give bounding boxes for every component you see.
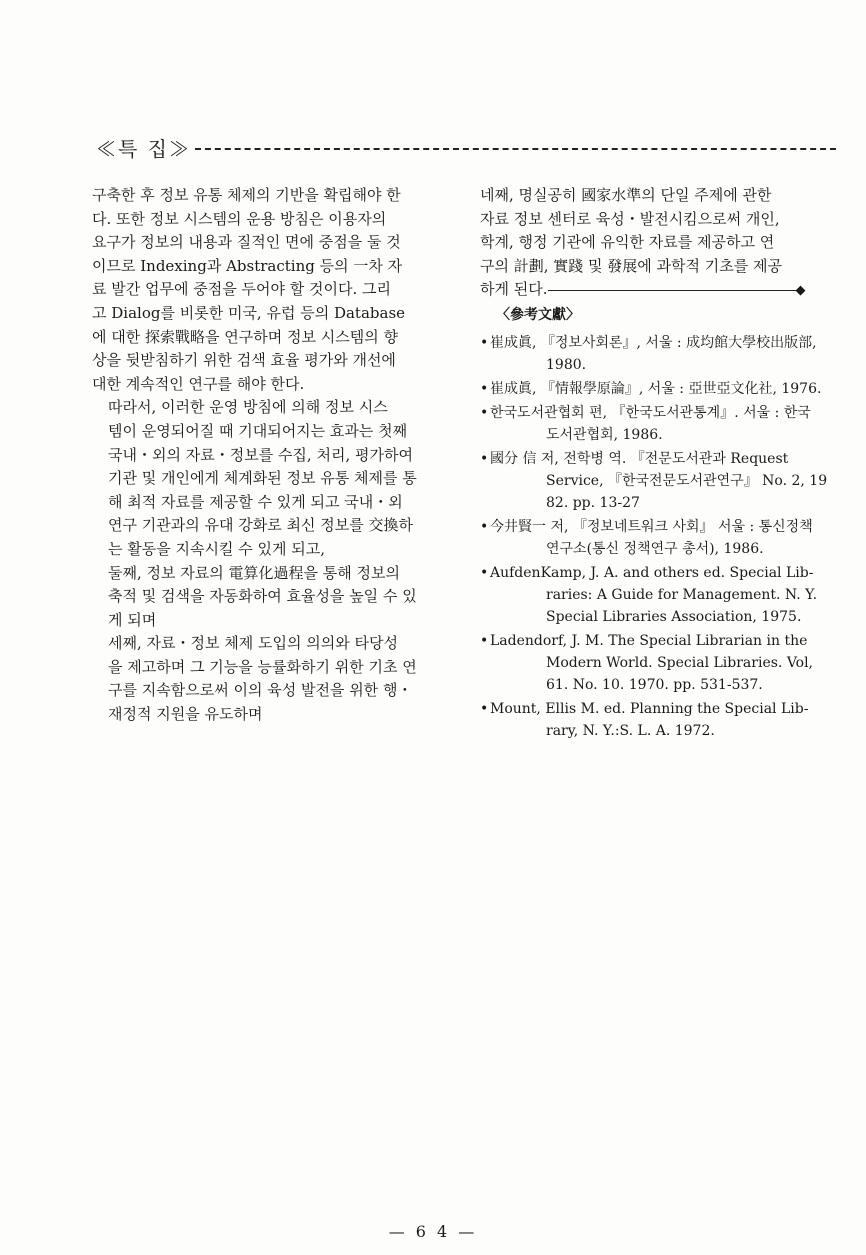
reference-line: 한국도서관협회 편, 『한국도서관통계』. 서울 : 한국 [490, 404, 811, 421]
text-line: 에 대한 探索戰略을 연구하며 정보 시스템의 향 [92, 327, 398, 346]
text-line: 둘째, 정보 자료의 電算化過程을 통해 정보의 [108, 563, 400, 582]
references-title: 〈參考文獻〉 [496, 307, 580, 324]
text-line: 축적 및 검색을 자동화하여 효율성을 높일 수 있 [108, 587, 417, 606]
reference-item [480, 448, 832, 514]
reference-line: 61. No. 10. 1970. pp. 531-537. [546, 676, 763, 693]
reference-line: 82. pp. 13-27 [546, 494, 640, 511]
end-rule-line [548, 290, 798, 291]
bullet-icon: • [480, 564, 489, 581]
text-line: 료 발간 업무에 중점을 두어야 할 것이다. 그리 [92, 280, 391, 299]
body-paragraph [92, 562, 452, 633]
end-mark-icon: ◆ [795, 282, 806, 298]
reference-line: rary, N. Y.:S. L. A. 1972. [546, 722, 715, 739]
bullet-icon: • [480, 518, 489, 535]
text-line: 네째, 명실공히 國家水準의 단일 주제에 관한 [480, 186, 772, 204]
reference-line: 今井賢一 저, 『정보네트워크 사회』 서울 : 통신정책 [490, 518, 813, 535]
reference-item [480, 332, 832, 376]
text-line: 연구 기관과의 유대 강화로 최신 정보를 交換하 [108, 516, 413, 535]
header-dashed-rule [195, 148, 836, 150]
text-line: 는 활동을 지속시킬 수 있게 되고, [108, 539, 325, 558]
text-line: 하게 된다. [480, 280, 548, 299]
reference-item [480, 516, 832, 560]
text-line: 구축한 후 정보 유통 체제의 기반을 확립해야 한 [92, 186, 401, 204]
reference-line: Special Libraries Association, 1975. [546, 608, 802, 625]
reference-line: raries: A Guide for Management. N. Y. [546, 586, 818, 603]
reference-item [480, 698, 832, 742]
bullet-icon: • [480, 380, 489, 397]
text-line: 다. 또한 정보 시스템의 운용 방침은 이용자의 [92, 209, 387, 228]
body-paragraph [92, 632, 452, 726]
text-line: 기관 및 개인에게 체계화된 정보 유통 체제를 통 [108, 469, 417, 488]
reference-item [480, 378, 832, 400]
text-line: 자료 정보 센터로 육성・발전시킴으로써 개인, [480, 209, 780, 228]
text-line: 대한 계속적인 연구를 해야 한다. [92, 374, 305, 393]
reference-line: AufdenKamp, J. A. and others ed. Special Lib- [490, 564, 814, 581]
text-line: 구의 計劃, 實踐 및 發展에 과학적 기초를 제공 [480, 256, 783, 275]
reference-item [480, 630, 832, 696]
text-line: 고 Dialog를 비롯한 미국, 유럽 등의 Database [92, 303, 406, 322]
left-column [92, 184, 452, 727]
text-line: 학계, 행정 기관에 유익한 자료를 제공하고 연 [480, 233, 775, 252]
reference-line: 崔成眞, 『정보사회론』, 서울 : 成均館大學校出版部, [490, 334, 817, 351]
body-paragraph [92, 184, 452, 396]
right-column [480, 184, 832, 744]
text-line: 을 제고하며 그 기능을 능률화하기 위한 기초 연 [108, 657, 417, 676]
reference-line: 國分 信 저, 전학병 역. 『전문도서관과 Request [490, 450, 789, 467]
bullet-icon: • [480, 404, 489, 421]
reference-line: 연구소(통신 정책연구 총서), 1986. [546, 540, 764, 557]
reference-line: Mount, Ellis M. ed. Planning the Special Lib- [490, 700, 809, 717]
text-line: 해 최적 자료를 제공할 수 있게 되고 국내・외 [108, 492, 403, 511]
closing-paragraph [480, 184, 832, 302]
reference-item [480, 562, 832, 628]
reference-line: Service, 『한국전문도서관연구』 No. 2, 19 [546, 472, 828, 489]
text-line: 재정적 지원을 유도하며 [108, 705, 263, 724]
page-number: — 6 4 — [388, 1222, 478, 1241]
text-line: 게 되며 [108, 610, 157, 629]
bullet-icon: • [480, 632, 489, 649]
section-title: ≪특 집≫ [96, 136, 191, 161]
body-paragraph [92, 396, 452, 561]
bullet-icon: • [480, 700, 489, 717]
text-line: 세째, 자료・정보 체제 도입의 의의와 타당성 [108, 634, 398, 653]
text-line: 상을 뒷받침하기 위한 검색 효율 평가와 개선에 [92, 351, 396, 370]
reference-line: 崔成眞, 『情報學原論』, 서울 : 亞世亞文化社, 1976. [490, 380, 822, 397]
paragraph-last-line [480, 278, 832, 302]
reference-item [480, 402, 832, 446]
reference-line: Modern World. Special Libraries. Vol, [546, 654, 813, 671]
text-line: 이므로 Indexing과 Abstracting 등의 一차 자 [92, 256, 403, 275]
text-line: 국내・외의 자료・정보를 수집, 처리, 평가하여 [108, 445, 413, 464]
bullet-icon: • [480, 450, 489, 467]
text-line: 템이 운영되어질 때 기대되어지는 효과는 첫째 [108, 421, 408, 440]
text-line: 구를 지속함으로써 이의 육성 발전을 위한 행・ [108, 681, 413, 700]
text-line: 따라서, 이러한 운영 방침에 의해 정보 시스 [108, 398, 388, 417]
section-header [96, 130, 836, 164]
text-line: 요구가 정보의 내용과 질적인 면에 중점을 둘 것 [92, 233, 401, 252]
reference-line: Ladendorf, J. M. The Special Librarian in the [490, 632, 808, 649]
end-of-article-rule [548, 278, 806, 302]
reference-line: 1980. [546, 356, 587, 373]
bullet-icon: • [480, 334, 489, 351]
references-list [480, 332, 832, 742]
reference-line: 도서관협회, 1986. [546, 426, 663, 443]
